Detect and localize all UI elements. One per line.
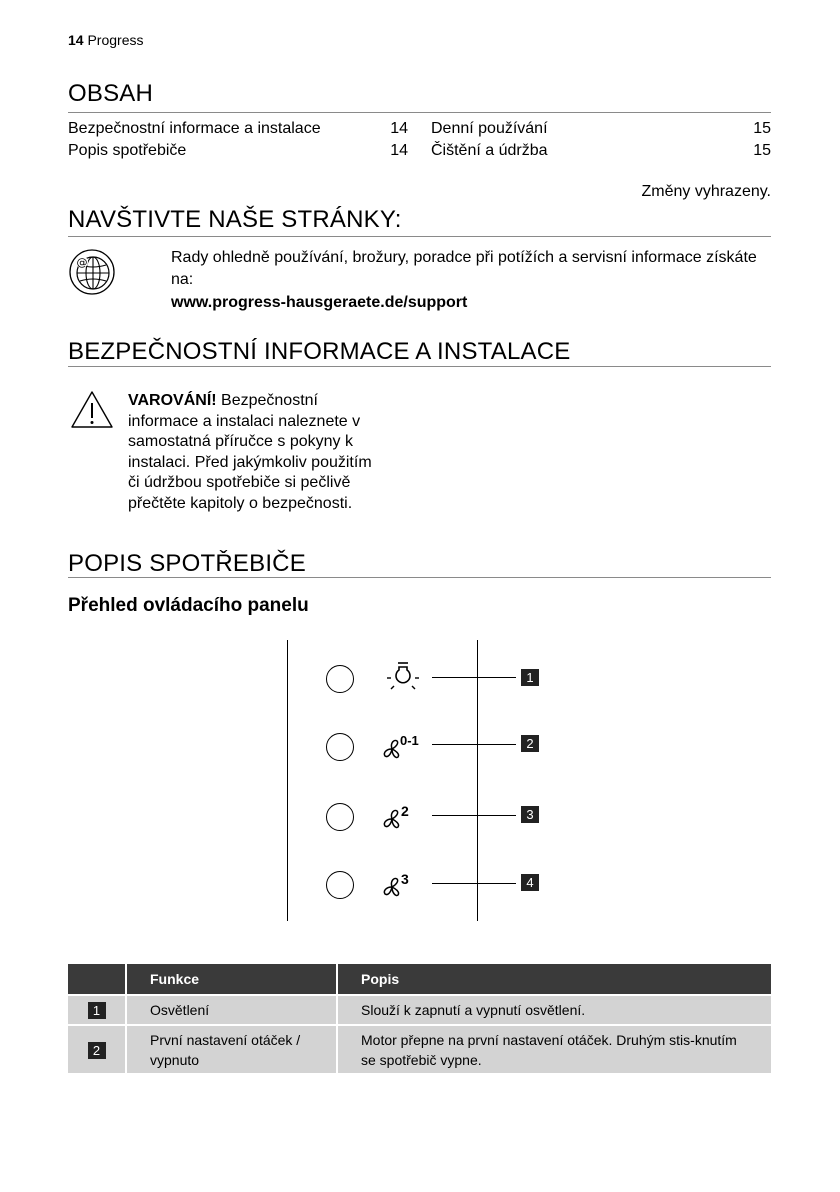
row-number-badge: 1 <box>88 1002 106 1019</box>
page-number: 14 <box>68 32 84 48</box>
fan-speed-2-button[interactable] <box>326 803 354 831</box>
toc-item-label[interactable]: Čištění a údržba <box>431 142 548 159</box>
callout-line-3 <box>432 815 516 816</box>
fan-speed-superscript: 2 <box>401 803 409 819</box>
function-table <box>68 964 771 1073</box>
fan-speed-3-button[interactable] <box>326 871 354 899</box>
web-globe-icon <box>68 248 116 296</box>
toc-right <box>431 117 771 165</box>
table-cell-number <box>68 995 126 1025</box>
table-row <box>68 1025 771 1073</box>
support-link[interactable]: www.progress-hausgeraete.de/support <box>171 294 468 311</box>
toc-item-page: 14 <box>390 120 408 137</box>
table-cell-function: První nastavení otáček / vypnuto <box>126 1025 337 1073</box>
warning-label: VAROVÁNÍ! <box>128 392 217 409</box>
page-header <box>68 32 144 48</box>
warning-triangle-icon <box>70 390 114 430</box>
visit-title: NAVŠTIVTE NAŠE STRÁNKY: <box>68 206 402 233</box>
light-button[interactable] <box>326 665 354 693</box>
table-cell-description: Motor přepne na první nastavení otáček. Druhým stis-knutím se spotřebič vypne. <box>337 1025 771 1073</box>
svg-text:@: @ <box>76 256 88 269</box>
table-header-function: Funkce <box>126 964 337 995</box>
table-cell-function: Osvětlení <box>126 995 337 1025</box>
callout-number-2: 2 <box>521 735 539 752</box>
toc-left <box>68 117 408 165</box>
callout-number-1: 1 <box>521 669 539 686</box>
toc-item-label[interactable]: Bezpečnostní informace a instalace <box>68 120 321 137</box>
safety-rule <box>68 366 771 367</box>
table-header-description: Popis <box>337 964 771 995</box>
toc-item-label[interactable]: Popis spotřebiče <box>68 142 187 159</box>
toc-item-page: 14 <box>390 142 408 159</box>
visit-text: Rady ohledně používání, brožury, poradce při potížích a servisní informace získáte na: <box>171 249 757 288</box>
contents-title: OBSAH <box>68 80 154 107</box>
safety-title: BEZPEČNOSTNÍ INFORMACE A INSTALACE <box>68 338 571 365</box>
table-cell-number <box>68 1025 126 1073</box>
brand-name: Progress <box>87 32 144 48</box>
panel-edge-left <box>287 640 288 921</box>
changes-note: Změny vyhrazeny. <box>641 183 771 200</box>
callout-number-3: 3 <box>521 806 539 823</box>
toc-item-label[interactable]: Denní používání <box>431 120 548 137</box>
row-number-badge: 2 <box>88 1042 106 1059</box>
callout-line-2 <box>432 744 516 745</box>
warning-text: Bezpečnostní informace a instalaci naleznete v samostatná příručce s pokyny k instalaci. Před jakýmkoliv použitím či údržbou spotřebiče si pečlivě přečtěte kapitoly o bezpečnosti. <box>128 392 372 512</box>
contents-rule <box>68 112 771 113</box>
table-header-number <box>68 964 126 995</box>
table-cell-description: Slouží k zapnutí a vypnutí osvětlení. <box>337 995 771 1025</box>
callout-line-1 <box>432 677 516 678</box>
panel-subtitle: Přehled ovládacího panelu <box>68 595 309 616</box>
description-rule <box>68 577 771 578</box>
table-header-row <box>68 964 771 995</box>
fan-speed-superscript: 3 <box>401 871 409 887</box>
safety-warning <box>128 391 378 514</box>
panel-edge-right <box>477 640 478 921</box>
fan-speed-superscript: 0-1 <box>400 733 419 748</box>
table-row <box>68 995 771 1025</box>
fan-speed-1-button[interactable] <box>326 733 354 761</box>
visit-rule <box>68 236 771 237</box>
callout-line-4 <box>432 883 516 884</box>
toc-item-page: 15 <box>753 120 771 137</box>
callout-number-4: 4 <box>521 874 539 891</box>
description-title: POPIS SPOTŘEBIČE <box>68 550 306 577</box>
light-bulb-icon <box>386 660 420 696</box>
toc-item-page: 15 <box>753 142 771 159</box>
